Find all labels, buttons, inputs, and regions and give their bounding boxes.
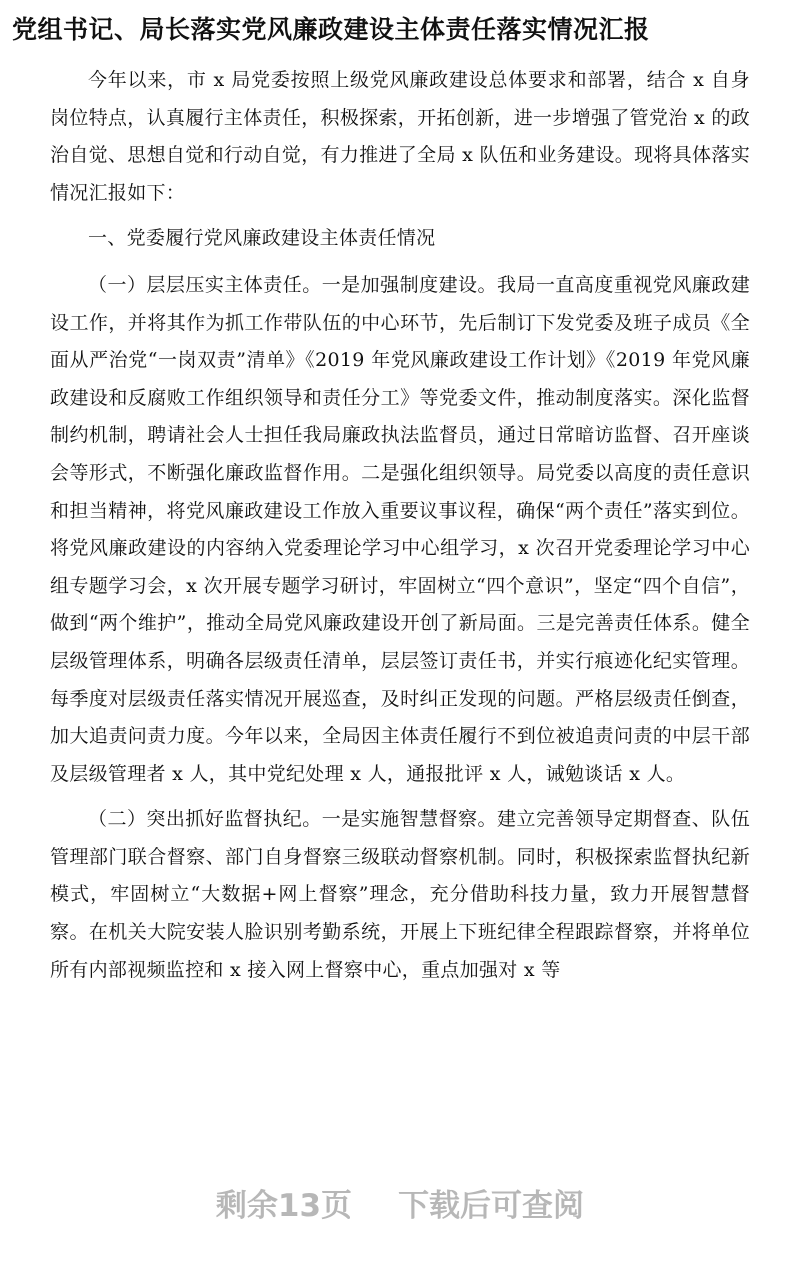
subsection-1-paragraph: （一）层层压实主体责任。一是加强制度建设。我局一直高度重视党风廉政建设工作，并将其作为抓工作带队伍的中心环节，先后制订下发党委及班子成员《全面从严治党“一岗双责”清单》《2019 年党风廉政建设工作计划》《2019 年党风廉政建设和反腐败工作组织领导和责任分工》等党委文件，推动制度落实。深化监督制约机制，聘请社会人士担任我局廉政执法监督员，通过日常暗访监督、召开座谈会等形式，不断强化廉政监督作用。二是强化组织领导。局党委以高度的责任意识和担当精神，将党风廉政建设工作放入重要议事议程，确保“两个责任”落实到位。将党风廉政建设的内容纳入党委理论学习中心组学习，x 次召开党委理论学习中心组专题学习会，x 次开展专题学习研讨，牢固树立“四个意识”，坚定“四个自信”，做到“两个维护”，推动全局党风廉政建设开创了新局面。三是完善责任体系。健全层级管理体系，明确各层级责任清单，层层签订责任书，并实行痕迹化纪实管理。每季度对层级责任落实情况开展巡查，及时纠正发现的问题。严格层级责任倒查，加大追责问责力度。今年以来，全局因主体责任履行不到位被追责问责的中层干部及层级管理者 x 人，其中党纪处理 x 人，通报批评 x 人，诫勉谈话 x 人。 (50, 273, 750, 785)
subsection-2-paragraph: （二）突出抓好监督执纪。一是实施智慧督察。建立完善领导定期督查、队伍管理部门联合督察、部门自身督察三级联动督察机制。同时，积极探索监督执纪新模式，牢固树立“大数据+网上督察”理念，充分借助科技力量，致力开展智慧督察。在机关大院安装人脸识别考勤系统，开展上下班纪律全程跟踪督察，并将单位所有内部视频监控和 x 接入网上督察中心，重点加强对 x 等 (50, 808, 750, 981)
download-to-view-text[interactable]: 下载后可查阅 (398, 1187, 585, 1224)
intro-paragraph: 今年以来，市 x 局党委按照上级党风廉政建设总体要求和部署，结合 x 自身岗位特点，认真履行主体责任，积极探索，开拓创新，进一步增强了管党治 x 的政治自觉、思想自觉和行动自觉，有力推进了全局 x 队伍和业务建设。现将具体落实情况汇报如下： (50, 69, 750, 204)
section-heading: 一、党委履行党风廉政建设主体责任情况 (88, 227, 436, 250)
document-title: 党组书记、局长落实党风廉政建设主体责任落实情况汇报 (12, 15, 650, 44)
remaining-pages-text[interactable]: 剩余13页 (215, 1187, 353, 1224)
download-prompt[interactable] (0, 1172, 800, 1232)
document-body (50, 62, 750, 989)
